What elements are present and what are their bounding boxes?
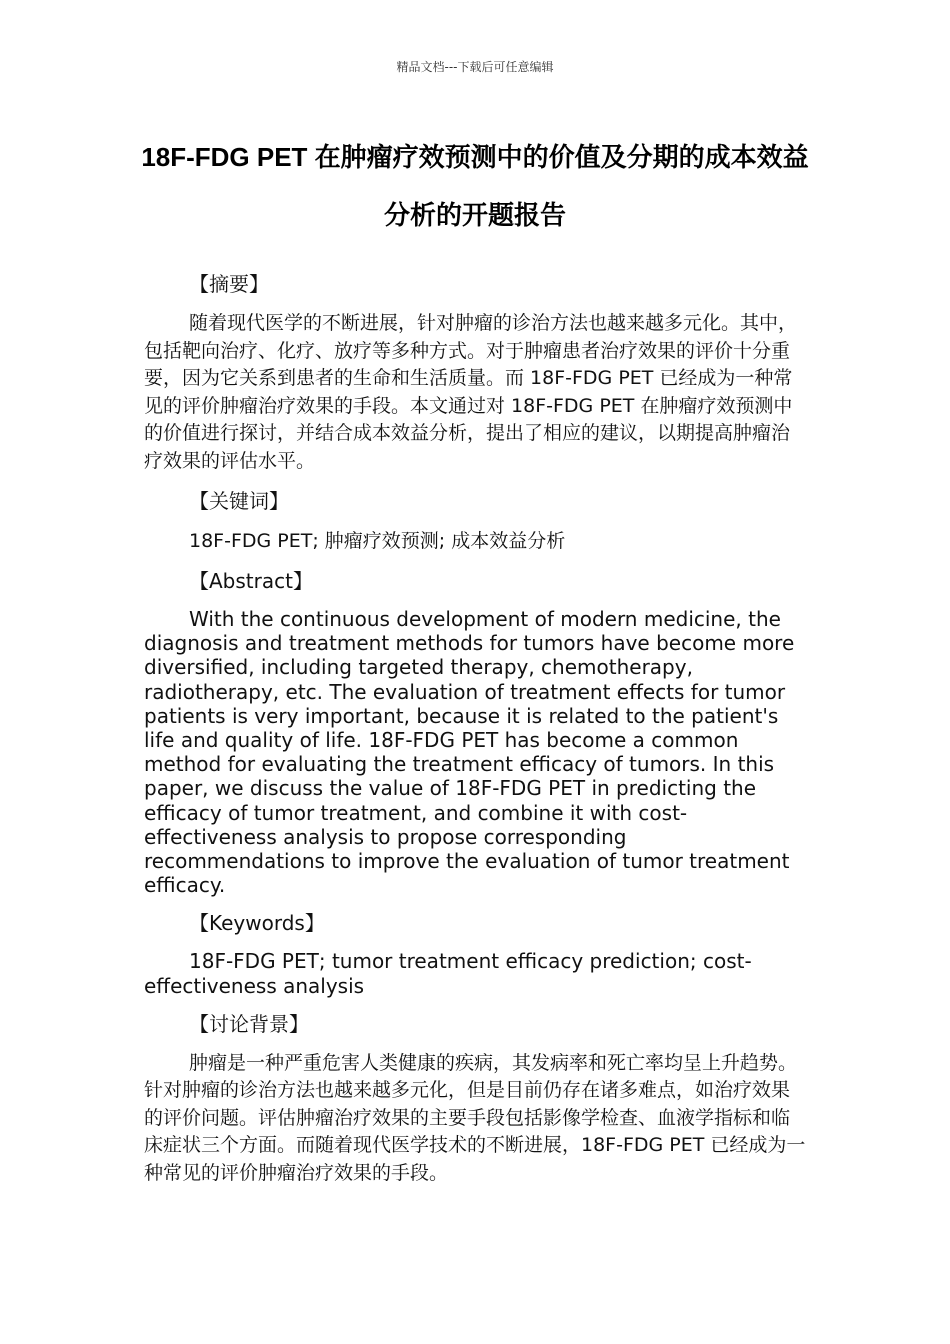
- keywords-en-heading: 【Keywords】: [189, 911, 325, 936]
- document-body: [144, 270, 806, 1199]
- document-title: 18F-FDG PET 在肿瘤疗效预测中的价值及分期的成本效益分析的开题报告: [141, 142, 809, 230]
- abstract-en-paragraph: With the continuous development of modern medicine, the diagnosis and treatment methods for tumors have become more diversified, including targeted therapy, chemotherapy, radiotherapy, etc. The evaluation of treatment effects for tumor patients is very important, because it is related to the patient's life and quality of life. 18F-FDG PET has become a common method for evaluating the treatment efficacy of tumors. In this paper, we discuss the value of 18F-FDG PET in predicting the efficacy of tumor treatment, and combine it with cost-effectiveness analysis to propose corresponding recommendations to improve the evaluation of tumor treatment efficacy.: [144, 607, 795, 898]
- abstract-cn-paragraph: 随着现代医学的不断进展，针对肿瘤的诊治方法也越来越多元化。其中，包括靶向治疗、化疗、放疗等多种方式。对于肿瘤患者治疗效果的评价十分重要，因为它关系到患者的生命和生活质量。而 18F-FDG PET 已经成为一种常见的评价肿瘤治疗效果的手段。本文通过对 18F-FDG PET 在肿瘤疗效预测中的价值进行探讨，并结合成本效益分析，提出了相应的建议，以期提高肿瘤治疗效果的评估水平。: [144, 312, 798, 472]
- keywords-cn-list: 18F-FDG PET; 肿瘤疗效预测; 成本效益分析: [189, 530, 566, 552]
- page-header: 精品文档---下载后可任意编辑: [396, 60, 554, 74]
- abstract-cn-heading: 【摘要】: [189, 272, 269, 296]
- keywords-en-list: 18F-FDG PET; tumor treatment efficacy prediction; cost-effectiveness analysis: [144, 949, 752, 998]
- keywords-cn-heading: 【关键词】: [189, 489, 289, 513]
- abstract-en-heading: 【Abstract】: [189, 569, 313, 593]
- background-heading: 【讨论背景】: [189, 1011, 309, 1036]
- background-paragraph: 肿瘤是一种严重危害人类健康的疾病，其发病率和死亡率均呈上升趋势。针对肿瘤的诊治方法也越来越多元化，但是目前仍存在诸多难点，如治疗效果的评价问题。评估肿瘤治疗效果的主要手段包括影像学检查、血液学指标和临床症状三个方面。而随着现代医学技术的不断进展，18F-FDG PET 已经成为一种常见的评价肿瘤治疗效果的手段。: [144, 1051, 806, 1184]
